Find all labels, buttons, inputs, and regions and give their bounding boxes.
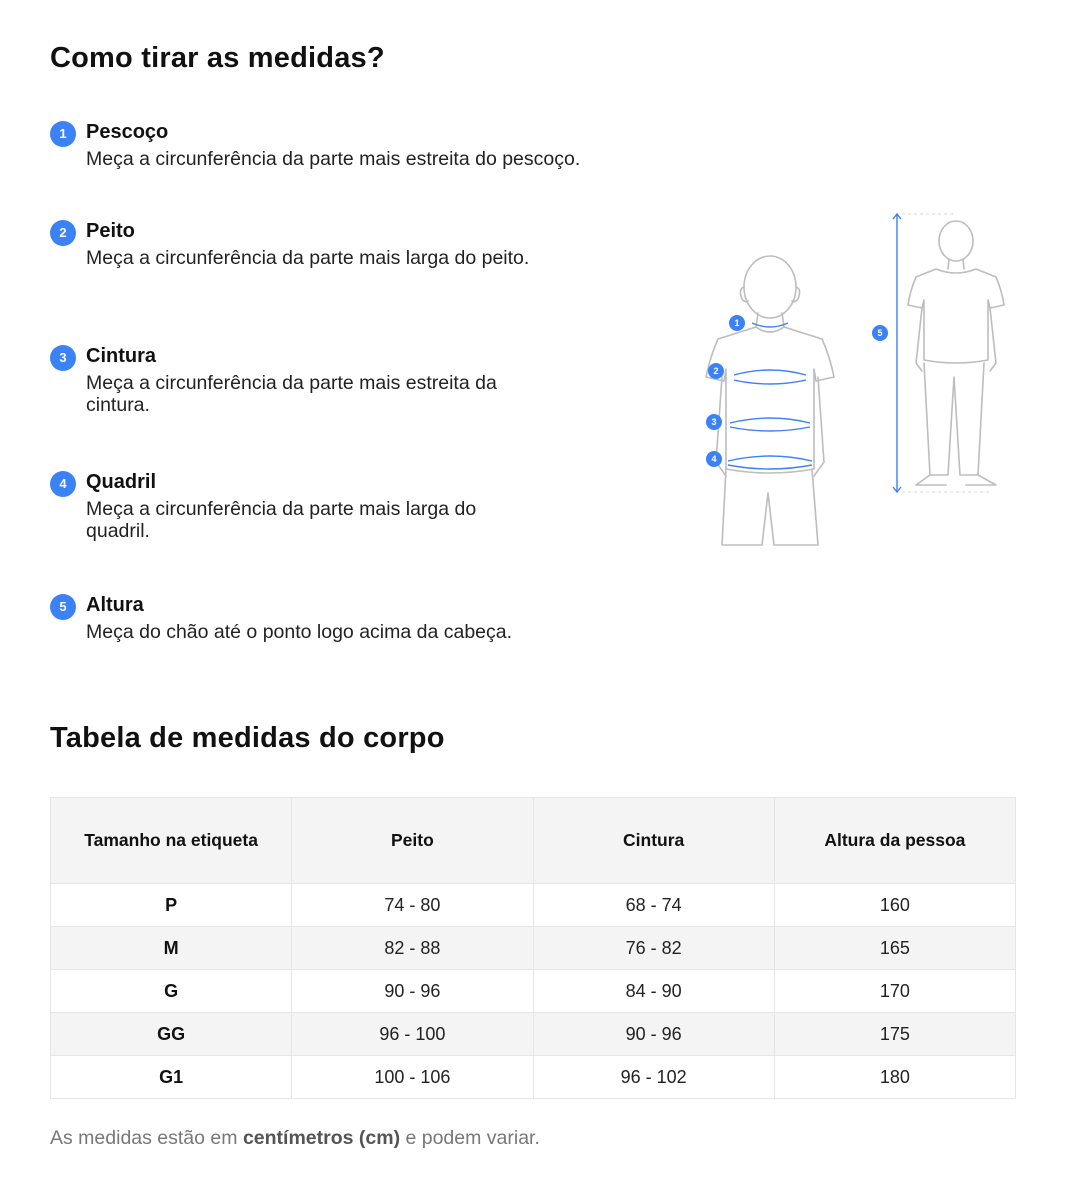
- table-row: [51, 1056, 1016, 1099]
- step-number-badge: 1: [50, 121, 76, 147]
- step-description: Meça a circunferência da parte mais estreita da cintura.: [86, 372, 497, 416]
- step-number-badge: 3: [50, 345, 76, 371]
- cell-size: M: [51, 927, 292, 970]
- step-number-badge: 2: [50, 220, 76, 246]
- hip-measure-line: [728, 456, 812, 469]
- step-description: Meça a circunferência da parte mais larga do peito.: [86, 247, 530, 269]
- marker-4: 4: [711, 454, 717, 464]
- figure-legs: [924, 363, 984, 475]
- table-row: [51, 884, 1016, 927]
- cell-waist: 96 - 102: [533, 1056, 774, 1099]
- cell-size: G1: [51, 1056, 292, 1099]
- step-description: Meça do chão até o ponto logo acima da cabeça.: [86, 621, 513, 643]
- cell-waist: 68 - 74: [533, 884, 774, 927]
- cell-chest: 74 - 80: [292, 884, 533, 927]
- cell-height: 165: [774, 927, 1015, 970]
- marker-5: 5: [877, 328, 883, 338]
- marker-3: 3: [711, 417, 717, 427]
- cell-chest: 96 - 100: [292, 1013, 533, 1056]
- cell-waist: 84 - 90: [533, 970, 774, 1013]
- footnote-suffix: e podem variar.: [400, 1127, 540, 1149]
- cell-chest: 100 - 106: [292, 1056, 533, 1099]
- cell-height: 175: [774, 1013, 1015, 1056]
- measure-guide-title: Como tirar as medidas?: [50, 42, 385, 74]
- footnote-units: centímetros (cm): [242, 1127, 401, 1149]
- table-row: [51, 970, 1016, 1013]
- step-title: Quadril: [86, 471, 157, 493]
- footnote-prefix: As medidas estão em: [50, 1127, 243, 1149]
- step-title: Cintura: [86, 345, 156, 367]
- table-row: [51, 1013, 1016, 1056]
- cell-waist: 76 - 82: [533, 927, 774, 970]
- cell-size: G: [51, 970, 292, 1013]
- step-number-badge: 4: [50, 471, 76, 497]
- table-row: [51, 927, 1016, 970]
- marker-1: 1: [734, 318, 740, 328]
- header-size: Tamanho na etiqueta: [51, 798, 292, 884]
- cell-size: P: [51, 884, 292, 927]
- step-title: Pescoço: [86, 121, 169, 143]
- cell-waist: 90 - 96: [533, 1013, 774, 1056]
- step-title: Peito: [86, 220, 135, 242]
- header-waist: Cintura: [533, 798, 774, 884]
- step-number-badge: 5: [50, 594, 76, 620]
- measurement-illustration: [690, 205, 1020, 555]
- figure-shorts: [722, 469, 818, 545]
- cell-chest: 82 - 88: [292, 927, 533, 970]
- table-header-row: [51, 798, 1016, 884]
- size-table-title: Tabela de medidas do corpo: [50, 722, 445, 754]
- cell-height: 170: [774, 970, 1015, 1013]
- header-chest: Peito: [292, 798, 533, 884]
- neck-measure-line: [752, 323, 788, 327]
- cell-size: GG: [51, 1013, 292, 1056]
- header-height: Altura da pessoa: [774, 798, 1015, 884]
- chest-measure-line: [734, 370, 806, 384]
- figure-head: [744, 256, 796, 318]
- waist-measure-line: [730, 418, 810, 431]
- units-footnote: [50, 1127, 540, 1150]
- figure-torso: [908, 269, 1004, 363]
- step-description: Meça a circunferência da parte mais estreita do pescoço.: [86, 148, 581, 170]
- size-table: [50, 797, 1016, 1099]
- cell-height: 180: [774, 1056, 1015, 1099]
- marker-2: 2: [713, 366, 719, 376]
- cell-height: 160: [774, 884, 1015, 927]
- step-title: Altura: [86, 594, 144, 616]
- step-description: Meça a circunferência da parte mais larga do quadril.: [86, 498, 477, 542]
- cell-chest: 90 - 96: [292, 970, 533, 1013]
- figure-head: [939, 221, 973, 261]
- figure-torso: [706, 327, 834, 473]
